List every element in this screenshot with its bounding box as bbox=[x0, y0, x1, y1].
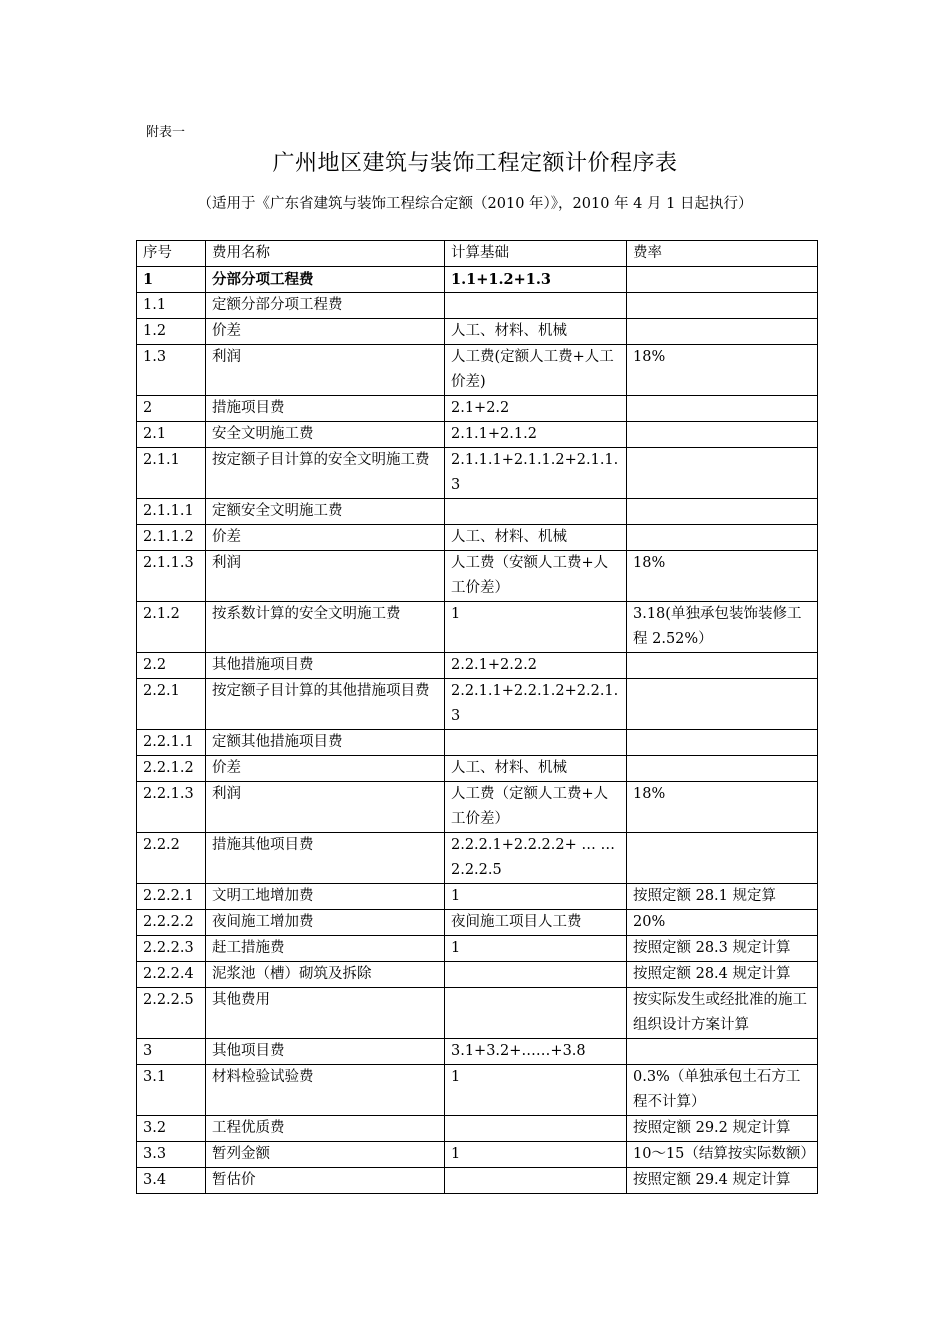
cell-no: 2 bbox=[137, 396, 206, 422]
cell-no: 2.2.2 bbox=[137, 833, 206, 884]
cell-basis bbox=[445, 962, 627, 988]
cell-name: 赶工措施费 bbox=[206, 936, 445, 962]
cell-name: 按系数计算的安全文明施工费 bbox=[206, 602, 445, 653]
cell-no: 1 bbox=[137, 267, 206, 293]
cell-no: 2.1 bbox=[137, 422, 206, 448]
cell-basis: 1 bbox=[445, 1065, 627, 1116]
table-row bbox=[137, 730, 818, 756]
cell-basis bbox=[445, 730, 627, 756]
table-row bbox=[137, 910, 818, 936]
cell-name: 安全文明施工费 bbox=[206, 422, 445, 448]
cell-rate: 按照定额 29.4 规定计算 bbox=[627, 1168, 818, 1194]
cell-name: 利润 bbox=[206, 782, 445, 833]
cell-basis: 2.1.1.1+2.1.1.2+2.1.1.3 bbox=[445, 448, 627, 499]
table-row bbox=[137, 267, 818, 293]
cell-rate bbox=[627, 448, 818, 499]
cell-rate bbox=[627, 756, 818, 782]
cell-rate bbox=[627, 267, 818, 293]
cell-no: 2.2.2.3 bbox=[137, 936, 206, 962]
cell-no: 3.2 bbox=[137, 1116, 206, 1142]
cell-basis bbox=[445, 293, 627, 319]
table-header-row bbox=[137, 241, 818, 267]
page-subtitle: （适用于《广东省建筑与装饰工程综合定额（2010 年）》，2010 年 4 月 1 日起执行） bbox=[197, 196, 753, 212]
cell-no: 3.3 bbox=[137, 1142, 206, 1168]
cell-name: 暂列金额 bbox=[206, 1142, 445, 1168]
cell-basis: 1 bbox=[445, 884, 627, 910]
table-row bbox=[137, 499, 818, 525]
cell-name: 其他费用 bbox=[206, 988, 445, 1039]
cell-basis bbox=[445, 1168, 627, 1194]
cell-rate bbox=[627, 422, 818, 448]
table-body bbox=[137, 241, 818, 1194]
cell-rate bbox=[627, 499, 818, 525]
table-row bbox=[137, 1116, 818, 1142]
table-row bbox=[137, 293, 818, 319]
cell-rate bbox=[627, 679, 818, 730]
table-row bbox=[137, 884, 818, 910]
cell-no: 2.1.1.2 bbox=[137, 525, 206, 551]
table-row bbox=[137, 602, 818, 653]
cell-no: 2.2.1.1 bbox=[137, 730, 206, 756]
header-no: 序号 bbox=[137, 241, 206, 267]
cell-rate: 按照定额 28.3 规定计算 bbox=[627, 936, 818, 962]
cell-basis: 人工费（定额人工费+人工价差） bbox=[445, 782, 627, 833]
cell-basis: 2.1.1+2.1.2 bbox=[445, 422, 627, 448]
cell-name: 利润 bbox=[206, 345, 445, 396]
annex-label: 附表一 bbox=[146, 125, 186, 140]
cell-basis: 3.1+3.2+……+3.8 bbox=[445, 1039, 627, 1065]
cell-name: 措施项目费 bbox=[206, 396, 445, 422]
pricing-procedure-table bbox=[136, 240, 818, 1194]
cell-no: 2.2.1 bbox=[137, 679, 206, 730]
header-rate: 费率 bbox=[627, 241, 818, 267]
cell-basis bbox=[445, 988, 627, 1039]
cell-basis: 人工、材料、机械 bbox=[445, 319, 627, 345]
cell-no: 2.1.1.3 bbox=[137, 551, 206, 602]
cell-no: 2.2.2.5 bbox=[137, 988, 206, 1039]
cell-name: 按定额子目计算的安全文明施工费 bbox=[206, 448, 445, 499]
cell-name: 夜间施工增加费 bbox=[206, 910, 445, 936]
cell-basis: 人工费（安额人工费+人工价差） bbox=[445, 551, 627, 602]
table-row bbox=[137, 345, 818, 396]
cell-no: 2.1.2 bbox=[137, 602, 206, 653]
cell-basis: 1.1+1.2+1.3 bbox=[445, 267, 627, 293]
cell-basis: 人工、材料、机械 bbox=[445, 756, 627, 782]
cell-basis: 人工费(定额人工费+人工价差) bbox=[445, 345, 627, 396]
table-row bbox=[137, 782, 818, 833]
table-row bbox=[137, 756, 818, 782]
table-row bbox=[137, 1142, 818, 1168]
cell-basis: 夜间施工项目人工费 bbox=[445, 910, 627, 936]
cell-basis: 2.1+2.2 bbox=[445, 396, 627, 422]
table-row bbox=[137, 551, 818, 602]
cell-no: 2.2.1.3 bbox=[137, 782, 206, 833]
cell-rate bbox=[627, 730, 818, 756]
cell-rate: 按照定额 28.4 规定计算 bbox=[627, 962, 818, 988]
cell-name: 工程优质费 bbox=[206, 1116, 445, 1142]
table-row bbox=[137, 653, 818, 679]
cell-rate: 18% bbox=[627, 345, 818, 396]
cell-rate: 按实际发生或经批准的施工组织设计方案计算 bbox=[627, 988, 818, 1039]
cell-name: 价差 bbox=[206, 319, 445, 345]
table-row bbox=[137, 1168, 818, 1194]
cell-name: 其他措施项目费 bbox=[206, 653, 445, 679]
cell-basis: 2.2.2.1+2.2.2.2+ … …2.2.2.5 bbox=[445, 833, 627, 884]
cell-rate: 18% bbox=[627, 551, 818, 602]
cell-no: 2.2.2.2 bbox=[137, 910, 206, 936]
cell-basis bbox=[445, 1116, 627, 1142]
cell-rate bbox=[627, 653, 818, 679]
cell-basis: 2.2.1.1+2.2.1.2+2.2.1.3 bbox=[445, 679, 627, 730]
cell-name: 定额其他措施项目费 bbox=[206, 730, 445, 756]
cell-rate bbox=[627, 1039, 818, 1065]
table-row bbox=[137, 962, 818, 988]
header-name: 费用名称 bbox=[206, 241, 445, 267]
cell-rate: 10～15（结算按实际数额） bbox=[627, 1142, 818, 1168]
cell-no: 2.2 bbox=[137, 653, 206, 679]
cell-no: 1.1 bbox=[137, 293, 206, 319]
cell-name: 泥浆池（槽）砌筑及拆除 bbox=[206, 962, 445, 988]
cell-no: 2.2.1.2 bbox=[137, 756, 206, 782]
cell-rate bbox=[627, 319, 818, 345]
table-row bbox=[137, 1065, 818, 1116]
cell-no: 1.2 bbox=[137, 319, 206, 345]
table-row bbox=[137, 448, 818, 499]
cell-name: 材料检验试验费 bbox=[206, 1065, 445, 1116]
cell-no: 1.3 bbox=[137, 345, 206, 396]
cell-basis: 1 bbox=[445, 1142, 627, 1168]
cell-basis: 人工、材料、机械 bbox=[445, 525, 627, 551]
cell-rate: 20% bbox=[627, 910, 818, 936]
cell-name: 价差 bbox=[206, 525, 445, 551]
cell-rate bbox=[627, 525, 818, 551]
cell-basis: 2.2.1+2.2.2 bbox=[445, 653, 627, 679]
cell-rate: 0.3%（单独承包土石方工程不计算） bbox=[627, 1065, 818, 1116]
cell-name: 按定额子目计算的其他措施项目费 bbox=[206, 679, 445, 730]
page-title: 广州地区建筑与装饰工程定额计价程序表 bbox=[272, 151, 678, 176]
table-row bbox=[137, 679, 818, 730]
cell-name: 措施其他项目费 bbox=[206, 833, 445, 884]
cell-rate: 18% bbox=[627, 782, 818, 833]
cell-no: 3 bbox=[137, 1039, 206, 1065]
cell-no: 2.1.1.1 bbox=[137, 499, 206, 525]
cell-no: 2.2.2.4 bbox=[137, 962, 206, 988]
cell-name: 定额分部分项工程费 bbox=[206, 293, 445, 319]
table-row bbox=[137, 833, 818, 884]
cell-name: 利润 bbox=[206, 551, 445, 602]
cell-basis bbox=[445, 499, 627, 525]
header-basis: 计算基础 bbox=[445, 241, 627, 267]
cell-name: 价差 bbox=[206, 756, 445, 782]
table-row bbox=[137, 936, 818, 962]
cell-name: 分部分项工程费 bbox=[206, 267, 445, 293]
table-row bbox=[137, 319, 818, 345]
cell-no: 2.2.2.1 bbox=[137, 884, 206, 910]
cell-no: 3.1 bbox=[137, 1065, 206, 1116]
table-row bbox=[137, 422, 818, 448]
table-row bbox=[137, 525, 818, 551]
cell-no: 2.1.1 bbox=[137, 448, 206, 499]
cell-rate: 按照定额 29.2 规定计算 bbox=[627, 1116, 818, 1142]
table-row bbox=[137, 988, 818, 1039]
cell-name: 其他项目费 bbox=[206, 1039, 445, 1065]
cell-basis: 1 bbox=[445, 602, 627, 653]
cell-rate: 3.18(单独承包装饰装修工程 2.52%） bbox=[627, 602, 818, 653]
cell-name: 文明工地增加费 bbox=[206, 884, 445, 910]
cell-rate bbox=[627, 833, 818, 884]
cell-rate bbox=[627, 396, 818, 422]
cell-basis: 1 bbox=[445, 936, 627, 962]
table-row bbox=[137, 396, 818, 422]
cell-rate: 按照定额 28.1 规定算 bbox=[627, 884, 818, 910]
cell-no: 3.4 bbox=[137, 1168, 206, 1194]
cell-name: 暂估价 bbox=[206, 1168, 445, 1194]
cell-rate bbox=[627, 293, 818, 319]
cell-name: 定额安全文明施工费 bbox=[206, 499, 445, 525]
table-row bbox=[137, 1039, 818, 1065]
